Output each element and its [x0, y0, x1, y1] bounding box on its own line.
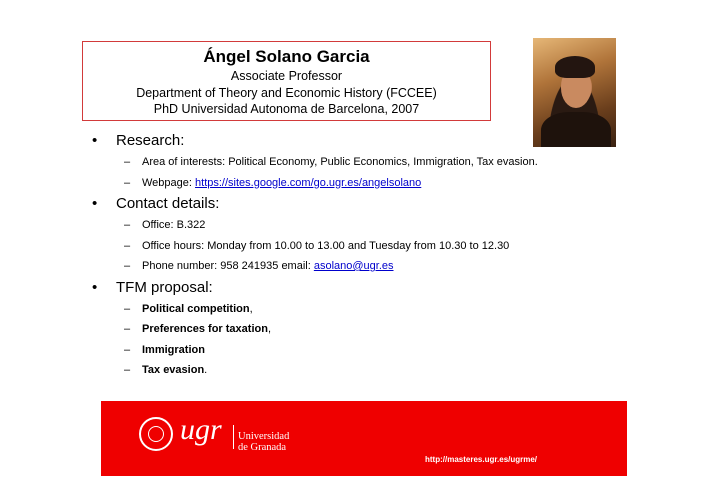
university-name-line1: Universidad: [238, 431, 290, 442]
section-title: Research:: [116, 132, 185, 149]
tfm-topic: Immigration: [142, 343, 205, 356]
dash-icon: –: [124, 302, 131, 315]
section-contact: [92, 193, 652, 215]
tfm-topic: Political competition: [142, 302, 250, 315]
office-hours-line: Office hours: Monday from 10.00 to 13.00 and Tuesday from 10.30 to 12.30: [142, 239, 510, 252]
phone-label: Phone number: 958 241935 email:: [142, 260, 314, 272]
university-seal-icon: [139, 417, 173, 451]
section-title: TFM proposal:: [116, 278, 213, 296]
section-title: Contact details:: [116, 195, 220, 212]
phone-email-line: [142, 256, 394, 277]
tfm-item: [142, 319, 271, 340]
dash-icon: –: [124, 156, 131, 168]
professor-name: Ángel Solano Garcia: [203, 47, 370, 66]
university-name-line2: de Granada: [238, 442, 287, 453]
tfm-item: [142, 340, 205, 361]
dash-icon: –: [124, 323, 131, 335]
dash-icon: –: [124, 239, 131, 252]
tfm-punct: ,: [267, 323, 271, 335]
tfm-topic: Tax evasion: [142, 364, 205, 376]
bullet-icon: •: [92, 278, 98, 296]
dash-icon: –: [124, 219, 131, 231]
list-item: [92, 256, 652, 277]
list-item: [92, 173, 652, 194]
email-link[interactable]: asolano@ugr.es: [313, 260, 394, 272]
bullet-icon: •: [92, 132, 98, 149]
research-interests: Area of interests: Political Economy, Public Economics, Immigration, Tax evasion.: [142, 156, 538, 168]
list-item: [92, 215, 652, 236]
list-item: [92, 152, 652, 173]
list-item: [92, 319, 652, 340]
logo-divider: [233, 425, 234, 449]
phd-line: PhD Universidad Autonoma de Barcelona, 2007: [153, 102, 420, 116]
dash-icon: –: [124, 260, 131, 272]
section-tfm: [92, 277, 652, 299]
tfm-item: [142, 360, 207, 381]
tfm-item: [142, 299, 253, 320]
tfm-punct: .: [204, 364, 208, 376]
ugr-logo: ugr: [180, 413, 222, 446]
section-research: [92, 130, 652, 152]
header-box: [82, 41, 491, 121]
footer-url: http://masteres.ugr.es/ugrme/: [425, 455, 538, 464]
tfm-topic: Preferences for taxation: [142, 323, 268, 335]
list-item: [92, 340, 652, 361]
university-name: [238, 431, 289, 453]
list-item: [92, 236, 652, 257]
webpage-link[interactable]: https://sites.google.com/go.ugr.es/angelsolano: [195, 176, 422, 189]
dash-icon: –: [124, 176, 131, 189]
content-list: [92, 130, 652, 381]
list-item: [92, 299, 652, 320]
bullet-icon: •: [92, 195, 98, 212]
department-line: Department of Theory and Economic History (FCCEE): [136, 85, 437, 100]
list-item: [92, 360, 652, 381]
webpage-label: Webpage:: [142, 176, 196, 189]
position-title: Associate Professor: [230, 69, 343, 83]
dash-icon: –: [124, 364, 131, 376]
footer-banner: [101, 401, 627, 476]
dash-icon: –: [124, 343, 131, 356]
webpage-line: [142, 173, 421, 194]
tfm-punct: ,: [249, 302, 253, 315]
office-line: Office: B.322: [142, 219, 206, 231]
